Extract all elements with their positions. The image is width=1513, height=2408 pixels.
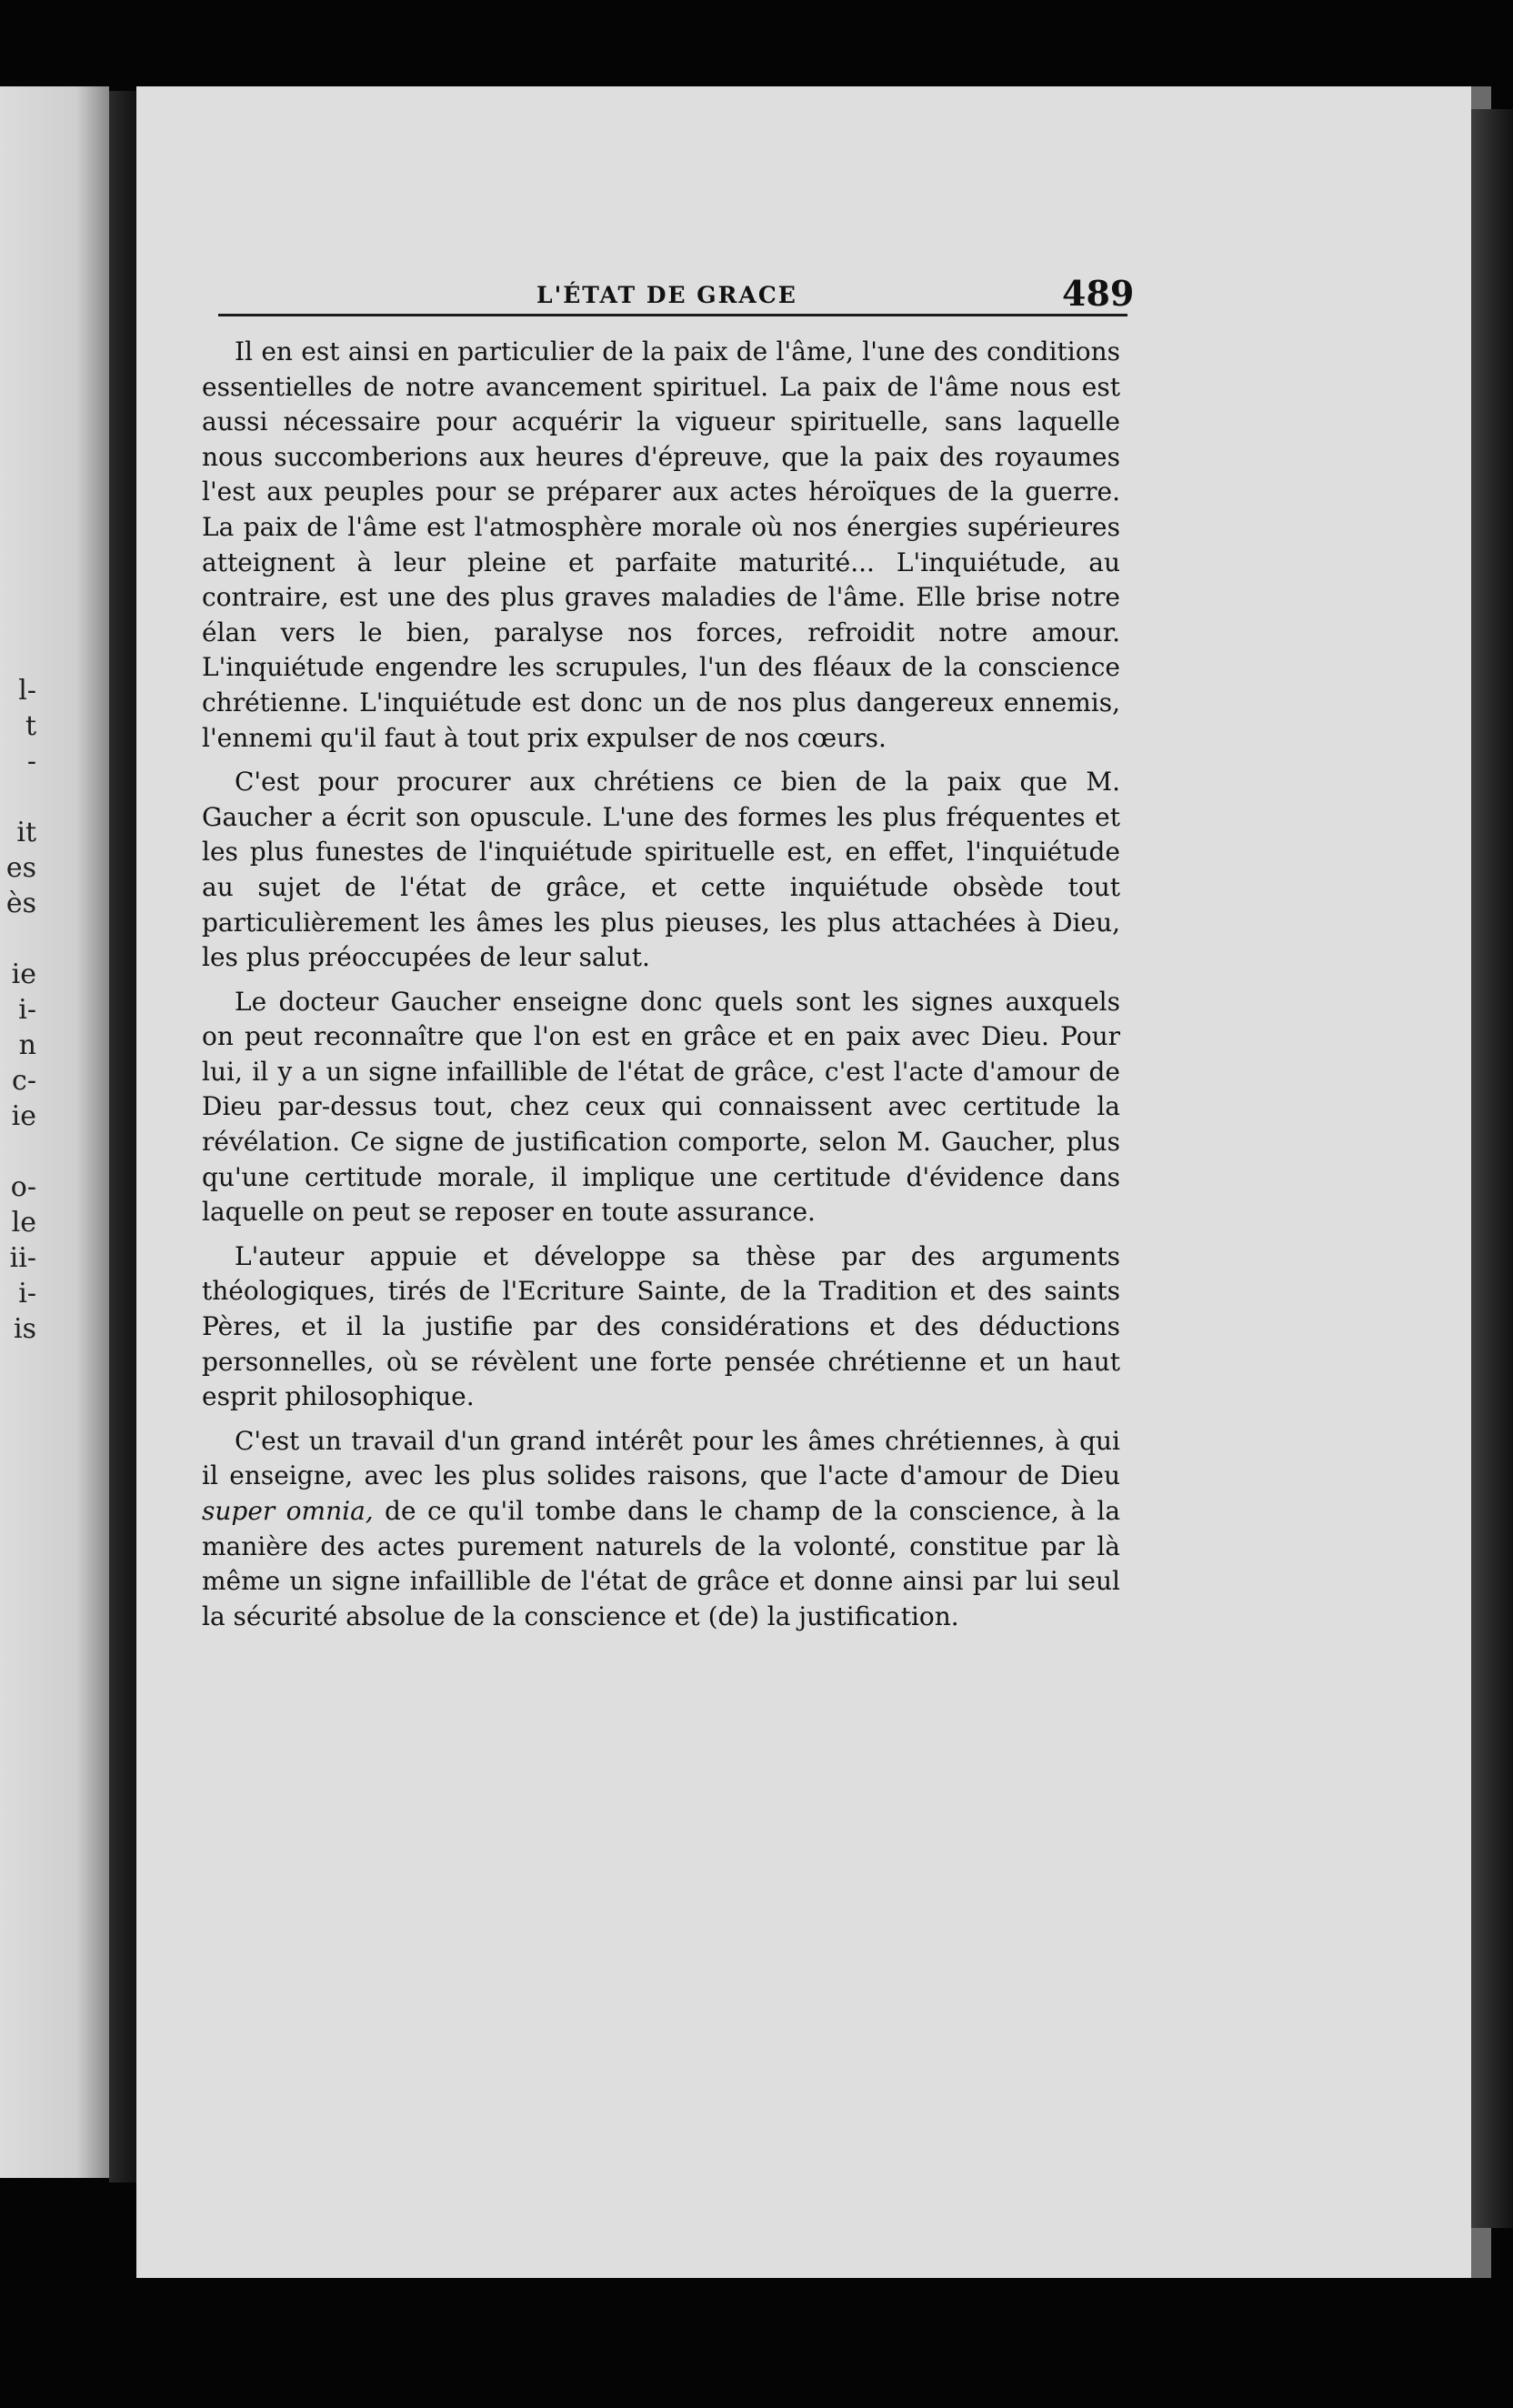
left-fragment: i-	[18, 994, 36, 1026]
left-fragment: ès	[5, 888, 36, 919]
left-fragment: le	[11, 1207, 36, 1239]
left-fragment: c-	[12, 1065, 36, 1097]
left-fragment: t	[25, 710, 36, 742]
page-number: 489	[1062, 273, 1135, 314]
left-fragment: l-	[18, 675, 36, 707]
left-fragment	[0, 921, 36, 957]
left-fragment	[0, 1134, 36, 1169]
running-title: L'ÉTAT DE GRACE	[536, 282, 797, 308]
left-fragment: is	[14, 1313, 36, 1345]
left-fragment: ie	[11, 958, 36, 990]
left-fragment: es	[5, 852, 36, 884]
left-page-text-fragments	[0, 673, 36, 1347]
paragraph: Le docteur Gaucher enseigne donc quels sont les signes auxquels on peut reconnaître que l'on est en grâce et en paix avec Dieu. Pour lui, il y a un signe infaillible de l'état de grâce, c'est l'acte d'amour de Dieu par-dessus tout, chez ceux qui connaissent avec certitude la révélation. Ce signe de justification comporte, selon M. Gaucher, plus qu'une certitude morale, il implique une certitude d'évidence dans laquelle on peut se reposer en toute assurance.	[202, 986, 1120, 1228]
left-fragment: n	[18, 1029, 36, 1061]
paragraph-text: de ce qu'il tombe dans le champ de la conscience, à la manière des actes purement naturels de la volonté, constitue par là même un signe infaillible de l'état de grâce et donne ainsi par lui seul la sécurité absolue de la conscience et (de) la justification.	[202, 1496, 1121, 1631]
left-fragment: -	[26, 746, 36, 778]
italic-latin-phrase: super omnia,	[202, 1496, 374, 1526]
left-fragment: i-	[18, 1278, 36, 1309]
paragraph: L'auteur appuie et développe sa thèse par des arguments théologiques, tirés de l'Ecriture Sainte, de la Tradition et des saints Pères, et il la justifie par des considérations et des déductions personnelles, où se révèlent une forte pensée chrétienne et un haut esprit philosophique.	[202, 1240, 1120, 1412]
header-rule	[218, 314, 1127, 316]
left-fragment: ii-	[9, 1242, 36, 1274]
running-head	[218, 273, 1135, 327]
page-stack-edge	[1471, 109, 1513, 2228]
paragraph	[202, 1424, 1120, 1635]
left-fragment: o-	[10, 1171, 36, 1203]
paragraph: C'est pour procurer aux chrétiens ce bien de la paix que M. Gaucher a écrit son opuscule. L'une des formes les plus fréquentes et les plus funestes de l'inquiétude spirituelle est, en effet, l'inquiétude au sujet de l'état de grâce, et cette inquiétude obsède tout particulièrement les âmes les plus pieuses, les plus attachées à Dieu, les plus préoccupées de leur salut.	[202, 767, 1120, 973]
left-fragment	[0, 779, 36, 815]
left-fragment: ie	[11, 1100, 36, 1132]
body-text	[202, 335, 1120, 1634]
paragraph: Il en est ainsi en particulier de la paix de l'âme, l'une des conditions essentielles de notre avancement spirituel. La paix de l'âme nous est aussi nécessaire pour acquérir la vigueur spirituelle, sans laquelle nous succomberions aux heures d'épreuve, que la paix des royaumes l'est aux peuples pour se préparer aux actes héroïques de la guerre. La paix de l'âme est l'atmosphère morale où nos énergies supérieures atteignent à leur pleine et parfaite maturité... L'inquiétude, au contraire, est une des plus graves maladies de l'âme. Elle brise notre élan vers le bien, paralyse nos forces, refroidit notre amour. L'inquiétude engendre les scrupules, l'un des fléaux de la conscience chrétienne. L'inquiétude est donc un de nos plus dangereux ennemis, l'ennemi qu'il faut à tout prix expulser de nos cœurs.	[202, 336, 1120, 753]
paragraph-text: C'est un travail d'un grand intérêt pour les âmes chrétiennes, à qui il enseigne, avec les plus solides raisons, que l'acte d'amour de Dieu	[202, 1425, 1120, 1491]
left-fragment: it	[16, 817, 36, 848]
